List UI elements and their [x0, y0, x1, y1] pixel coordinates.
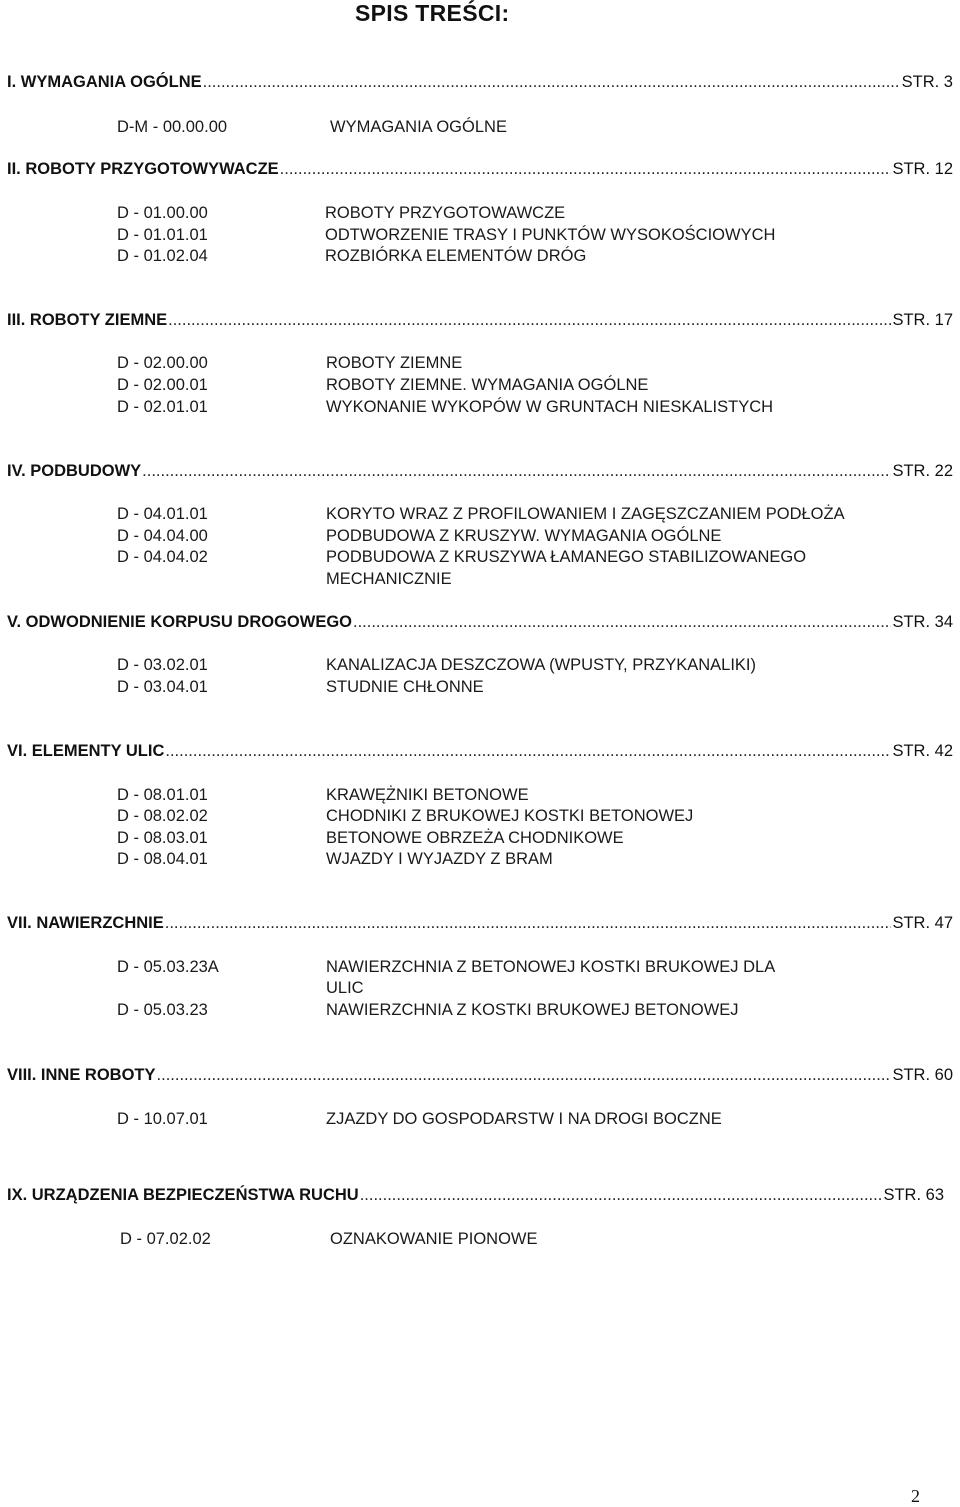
- entry-name: KANALIZACJA DESZCZOWA (WPUSTY, PRZYKANALIKI): [326, 656, 756, 674]
- entry-name: WYKONANIE WYKOPÓW W GRUNTACH NIESKALISTYCH: [326, 398, 774, 416]
- toc-section-6: [7, 742, 953, 761]
- toc-section-4: [7, 462, 953, 481]
- section-title: V. ODWODNIENIE KORPUSU DROGOWEGO: [7, 613, 353, 631]
- entry-name: ROBOTY PRZYGOTOWAWCZE: [325, 204, 566, 222]
- entry-code: D - 08.01.01: [117, 786, 208, 804]
- section-page: STR. 47: [892, 914, 953, 932]
- entry-code: D - 04.01.01: [117, 505, 208, 523]
- section-page: STR. 12: [892, 160, 953, 178]
- dot-leader: [165, 742, 891, 761]
- entry-name: ODTWORZENIE TRASY I PUNKTÓW WYSOKOŚCIOWYCH: [325, 226, 776, 244]
- entry-name: ROBOTY ZIEMNE. WYMAGANIA OGÓLNE: [326, 376, 649, 394]
- section-page: STR. 3: [901, 73, 953, 91]
- dot-leader: [165, 914, 892, 933]
- section-title: IV. PODBUDOWY: [7, 462, 142, 480]
- entry-code: D - 08.04.01: [117, 850, 208, 868]
- entry-name-continuation: ULIC: [326, 979, 364, 997]
- entry-name: BETONOWE OBRZEŻA CHODNIKOWE: [326, 829, 624, 847]
- section-title: II. ROBOTY PRZYGOTOWYWACZE: [7, 160, 279, 178]
- entry-name: STUDNIE CHŁONNE: [326, 678, 484, 696]
- toc-section-7: [7, 914, 953, 933]
- entry-name: KORYTO WRAZ Z PROFILOWANIEM I ZAGĘSZCZANIEM PODŁOŻA: [326, 505, 845, 523]
- section-page: STR. 42: [892, 742, 953, 760]
- entry-code: D - 03.02.01: [117, 656, 208, 674]
- section-page: STR. 60: [892, 1066, 953, 1084]
- dot-leader: [142, 462, 891, 481]
- toc-section-5: [7, 613, 953, 632]
- dot-leader: [203, 73, 901, 92]
- entry-name: PODBUDOWA Z KRUSZYW. WYMAGANIA OGÓLNE: [326, 527, 722, 545]
- section-page: STR. 22: [892, 462, 953, 480]
- dot-leader: [353, 613, 891, 632]
- dot-leader: [168, 311, 891, 330]
- entry-code: D - 02.00.01: [117, 376, 208, 394]
- section-title: III. ROBOTY ZIEMNE: [7, 311, 168, 329]
- entry-name: NAWIERZCHNIA Z KOSTKI BRUKOWEJ BETONOWEJ: [326, 1001, 739, 1019]
- section-title: I. WYMAGANIA OGÓLNE: [7, 73, 202, 91]
- toc-section-8: [7, 1066, 953, 1085]
- dot-leader: [280, 160, 892, 179]
- entry-code: D - 01.00.00: [117, 204, 208, 222]
- entry-code: D - 05.03.23: [117, 1001, 208, 1019]
- entry-name: PODBUDOWA Z KRUSZYWA ŁAMANEGO STABILIZOWANEGO: [326, 548, 807, 566]
- section-title: VI. ELEMENTY ULIC: [7, 742, 165, 760]
- toc-section-2: [7, 160, 953, 179]
- entry-code: D - 08.03.01: [117, 829, 208, 847]
- toc-section-1: [7, 73, 953, 92]
- entry-code: D - 08.02.02: [117, 807, 208, 825]
- page-title: SPIS TREŚCI:: [355, 0, 510, 26]
- toc-section-3: [7, 311, 953, 330]
- entry-code: D - 07.02.02: [120, 1230, 211, 1248]
- section-title: VIII. INNE ROBOTY: [7, 1066, 156, 1084]
- entry-name-continuation: MECHANICZNIE: [326, 570, 452, 588]
- entry-name: ROZBIÓRKA ELEMENTÓW DRÓG: [325, 247, 587, 265]
- entry-code: D - 02.01.01: [117, 398, 208, 416]
- entry-name: ZJAZDY DO GOSPODARSTW I NA DROGI BOCZNE: [326, 1110, 722, 1128]
- section-page: STR. 34: [892, 613, 953, 631]
- entry-name: OZNAKOWANIE PIONOWE: [330, 1230, 538, 1248]
- entry-code: D-M - 00.00.00: [117, 118, 228, 136]
- entry-name: ROBOTY ZIEMNE: [326, 354, 463, 372]
- toc-section-9: [7, 1186, 944, 1205]
- entry-code: D - 03.04.01: [117, 678, 208, 696]
- entry-name: CHODNIKI Z BRUKOWEJ KOSTKI BETONOWEJ: [326, 807, 694, 825]
- entry-code: D - 04.04.02: [117, 548, 208, 566]
- entry-code: D - 05.03.23A: [117, 958, 219, 976]
- entry-code: D - 02.00.00: [117, 354, 208, 372]
- section-title: IX. URZĄDZENIA BEZPIECZEŃSTWA RUCHU: [7, 1186, 359, 1204]
- entry-name: WJAZDY I WYJAZDY Z BRAM: [326, 850, 553, 868]
- dot-leader: [360, 1186, 883, 1205]
- dot-leader: [157, 1066, 892, 1085]
- entry-code: D - 10.07.01: [117, 1110, 208, 1128]
- entry-name: KRAWĘŻNIKI BETONOWE: [326, 786, 529, 804]
- section-page: STR. 17: [892, 311, 953, 329]
- section-title: VII. NAWIERZCHNIE: [7, 914, 164, 932]
- entry-name: NAWIERZCHNIA Z BETONOWEJ KOSTKI BRUKOWEJ DLA: [326, 958, 776, 976]
- entry-code: D - 04.04.00: [117, 527, 208, 545]
- section-page: STR. 63: [883, 1186, 944, 1204]
- entry-code: D - 01.01.01: [117, 226, 208, 244]
- page-number: 2: [911, 1486, 920, 1506]
- entry-name: WYMAGANIA OGÓLNE: [330, 118, 507, 136]
- entry-code: D - 01.02.04: [117, 247, 208, 265]
